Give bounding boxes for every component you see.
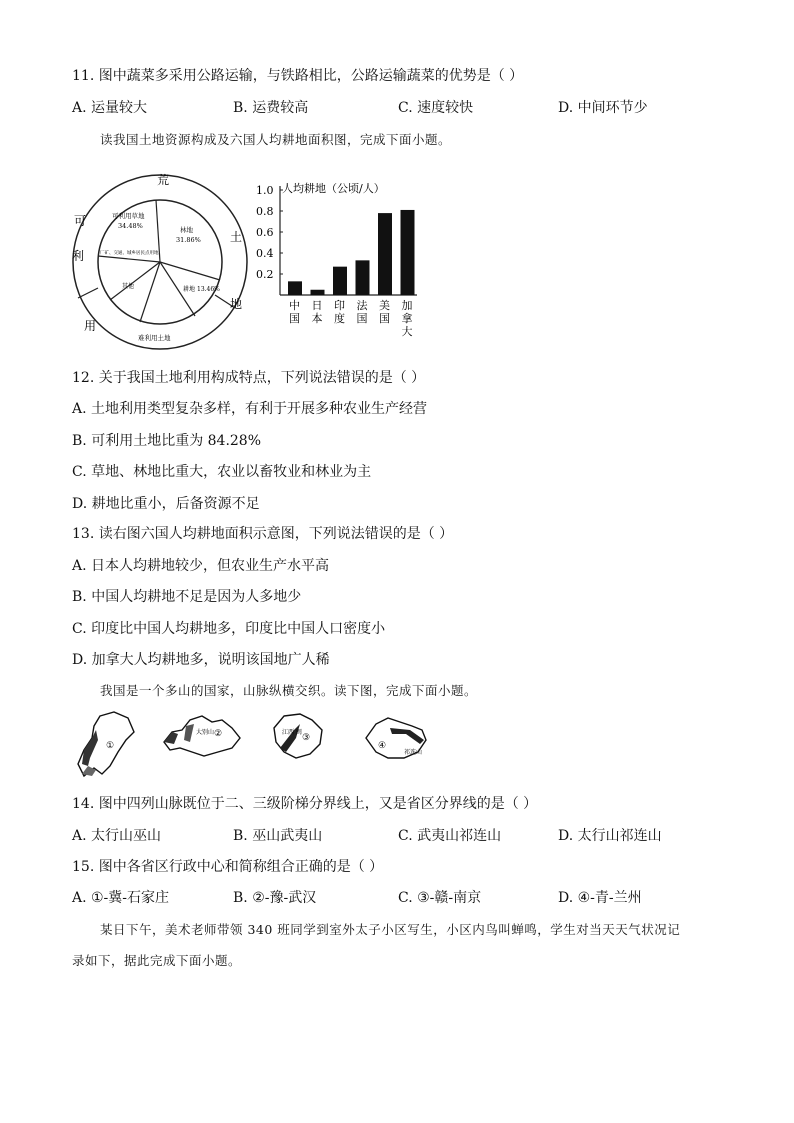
intro-weather-line2: 录如下，据此完成下面小题。 [72,953,242,968]
q14-option-a: A. 太行山巫山 [72,828,162,844]
q11-option-b: B. 运费较高 [233,100,309,116]
x-category-label: 度 [334,312,345,325]
q13-stem: 13. 读右图六国人均耕地面积示意图，下列说法错误的是（ ） [72,526,454,542]
bar [288,281,302,295]
q15-option-c: C. ③-赣-南京 [398,890,482,906]
q12-option-c: C. 草地、林地比重大，农业以畜牧业和林业为主 [72,464,372,480]
x-category-label: 日 [311,299,323,312]
ring-label: 利 [72,249,85,263]
sector-label: 可利用草地 [112,212,145,220]
x-category-label: 印 [334,299,345,312]
x-category-label: 美 [379,299,390,312]
q12-option-b: B. 可利用土地比重为 84.28% [72,433,262,449]
province-map-4 [360,712,440,764]
q15-option-d: D. ④-青-兰州 [558,890,642,906]
q14-option-d: D. 太行山祁连山 [558,828,662,844]
bar [378,213,392,295]
q11-option-c: C. 速度较快 [398,100,474,116]
q15-option-b: B. ②-豫-武汉 [233,890,317,906]
q13-option-d: D. 加拿大人均耕地多，说明该国地广人稀 [72,652,330,668]
pie-divider [140,262,160,322]
q13-option-c: C. 印度比中国人均耕地多，印度比中国人口密度小 [72,621,386,637]
q14-option-b: B. 巫山武夷山 [233,828,323,844]
sector-value: 31.86% [176,236,201,244]
map-text: 祁连山 [404,749,423,756]
q12-stem: 12. 关于我国土地利用构成特点，下列说法错误的是（ ） [72,370,426,386]
q15-option-a: A. ①-冀-石家庄 [72,890,170,906]
x-category-label: 加 [401,299,413,312]
ring-label: 荒 [157,173,170,187]
sector-label: 厂矿、交通、城乡居民点用地 [100,251,159,256]
province-map-3 [266,712,330,760]
x-category-label: 国 [356,312,368,325]
pie-outer-divider [78,288,98,298]
bar [333,267,347,295]
pie-divider [160,262,220,280]
q11-stem: 11. 图中蔬菜多采用公路运输，与铁路相比，公路运输蔬菜的优势是（ ） [72,68,524,84]
sector-label: 耕地 [183,286,196,293]
ring-label: 用 [84,319,97,333]
q13-option-a: A. 日本人均耕地较少，但农业生产水平高 [72,558,330,574]
x-category-label: 中 [289,299,300,312]
q13-option-b: B. 中国人均耕地不足是因为人多地少 [72,589,302,605]
x-category-label: 本 [311,312,323,325]
pie-divider [110,262,160,300]
ring-label: 土 [230,230,243,244]
q14-option-c: C. 武夷山祁连山 [398,828,502,844]
x-category-label: 大 [401,325,413,338]
q12-option-a: A. 土地利用类型复杂多样，有利于开展多种农业生产经营 [72,401,428,417]
map-number: ② [214,729,223,739]
y-axis-label: 人均耕地（公顷/人） [282,182,385,195]
sector-label: 其他 [122,283,135,290]
y-tick-label: 0.6 [256,226,274,239]
bar [311,290,325,295]
q11-option-a: A. 运量较大 [72,100,148,116]
bar [401,210,415,295]
y-tick-label: 0.8 [256,205,274,218]
intro-weather-line1: 某日下午，美术老师带领 340 班同学到室外太子小区写生，小区内鸟叫蝉鸣，学生对当天天气状况记 [100,922,681,937]
q14-stem: 14. 图中四列山脉既位于二、三级阶梯分界线上，又是省区分界线的是（ ） [72,796,538,812]
q11-option-d: D. 中间环节少 [558,100,648,116]
x-category-label: 国 [289,312,300,325]
q12-option-d: D. 耕地比重小，后备资源不足 [72,496,260,512]
x-category-label: 拿 [401,312,413,325]
map-text: 大别山 [196,729,215,736]
intro-mountains: 我国是一个多山的国家，山脉纵横交织。读下图，完成下面小题。 [100,683,478,698]
land-resource-pie [70,170,250,352]
sector-value: 34.48% [118,222,143,230]
province-map-2 [160,712,244,760]
per-capita-farmland-chart [252,178,422,348]
pie-divider [98,256,160,262]
bar [356,260,370,295]
map-number: ③ [302,733,311,743]
y-tick-label: 0.2 [256,268,274,281]
intro-land-resources: 读我国土地资源构成及六国人均耕地面积图，完成下面小题。 [100,132,452,147]
province-map-1 [70,710,140,782]
map-text: 江西 闽 [282,729,302,736]
map-number: ④ [378,741,387,751]
ring-label: 可 [74,214,87,228]
y-tick-label: 0.4 [256,247,274,260]
pie-bottom-label: 难利用土地 [138,334,171,342]
ring-label: 地 [230,297,243,311]
sector-label: 林地 [180,226,193,234]
q15-stem: 15. 图中各省区行政中心和简称组合正确的是（ ） [72,859,384,875]
x-category-label: 国 [379,312,390,325]
sector-value: 13.46% [197,286,220,293]
y-tick-label: 1.0 [256,184,274,197]
x-category-label: 法 [356,299,368,312]
map-number: ① [106,741,115,751]
